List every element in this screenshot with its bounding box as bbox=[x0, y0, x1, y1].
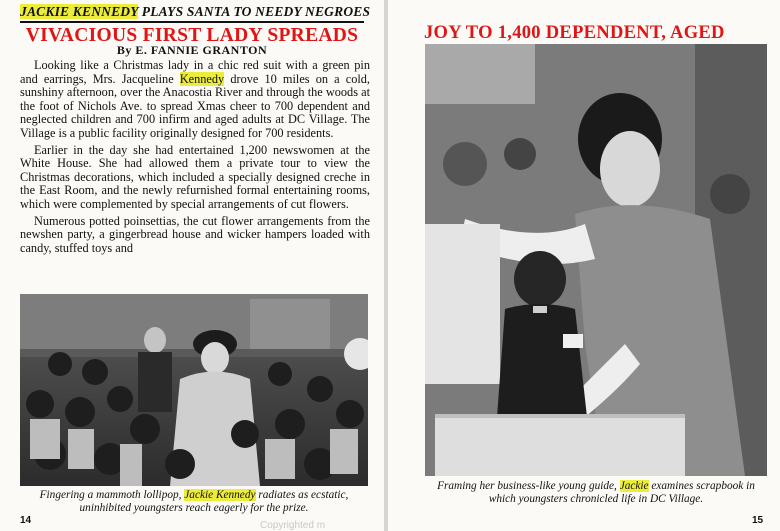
photo-jackie-scrapbook bbox=[425, 44, 767, 476]
right-caption-highlight: Jackie bbox=[619, 480, 649, 492]
left-caption-highlight: Jackie Kennedy bbox=[184, 489, 256, 501]
paragraph-1 bbox=[20, 59, 370, 141]
kicker-headline bbox=[20, 4, 371, 20]
paragraph-1-text: Looking like a Christmas lady in a chic red suit with a green pin and earrings, Mrs. Jacqueline bbox=[20, 58, 370, 86]
photo-children-party bbox=[20, 294, 368, 486]
paragraph-3-text: Numerous potted poinsettias, the cut flower arrangements from the newshen party, a gingerbread house and wicker hampers loaded with candy, stuffed toys and bbox=[20, 213, 370, 255]
kicker-rule bbox=[20, 21, 364, 23]
paragraph-3 bbox=[20, 215, 370, 256]
left-photo-caption bbox=[20, 489, 368, 514]
paragraph-1-text-end: drove 10 miles on a cold, sunshiny afternoon, over the Anacostia River and through the woods at the foot of Nichols Ave. to spread Xmas cheer to 700 dependent and neglected children and 700 infirm and aged adults at DC Village. The Village is a public facility originally designed for 700 residents. bbox=[20, 71, 370, 140]
right-photo-caption bbox=[425, 480, 767, 505]
photo-right-illustration bbox=[425, 44, 767, 476]
kicker-rest: PLAYS SANTA TO NEEDY NEGROES bbox=[138, 4, 371, 19]
page-number-left: 14 bbox=[20, 515, 32, 526]
kicker-highlight: JACKIE KENNEDY bbox=[20, 4, 139, 19]
left-caption-text: Fingering a mammoth lollipop, bbox=[39, 489, 185, 501]
paragraph-2-text: Earlier in the day she had entertained 1,200 newswomen at the White House. She had allowed them a private tour to view the Christmas decorations, which included a specially designed creche in the East Room, and the newly refurnished formal entertaining rooms, which were complemented by special arrangements of cut flowers. bbox=[20, 142, 370, 211]
right-caption-text: Framing her business-like young guide, bbox=[437, 480, 620, 492]
paragraph-2 bbox=[20, 144, 370, 212]
article-body bbox=[20, 59, 370, 258]
page-number-right: 15 bbox=[752, 515, 764, 526]
right-page bbox=[388, 0, 780, 531]
watermark-text: Copyrighted m bbox=[260, 520, 326, 531]
left-caption-text-end: radiates as ecstatic, uninhibited youngsters reach eagerly for the prize. bbox=[79, 489, 349, 514]
left-page bbox=[0, 0, 384, 531]
right-caption-text-end: examines scrapbook in which youngsters chronicled life in DC Village. bbox=[488, 480, 755, 505]
article-headline: VIVACIOUS FIRST LADY SPREADS bbox=[25, 25, 359, 46]
byline: By E. FANNIE GRANTON bbox=[116, 43, 268, 57]
right-headline: JOY TO 1,400 DEPENDENT, AGED bbox=[424, 23, 725, 43]
photo-left-illustration bbox=[20, 294, 368, 486]
paragraph-1-highlight: Kennedy bbox=[179, 71, 225, 86]
